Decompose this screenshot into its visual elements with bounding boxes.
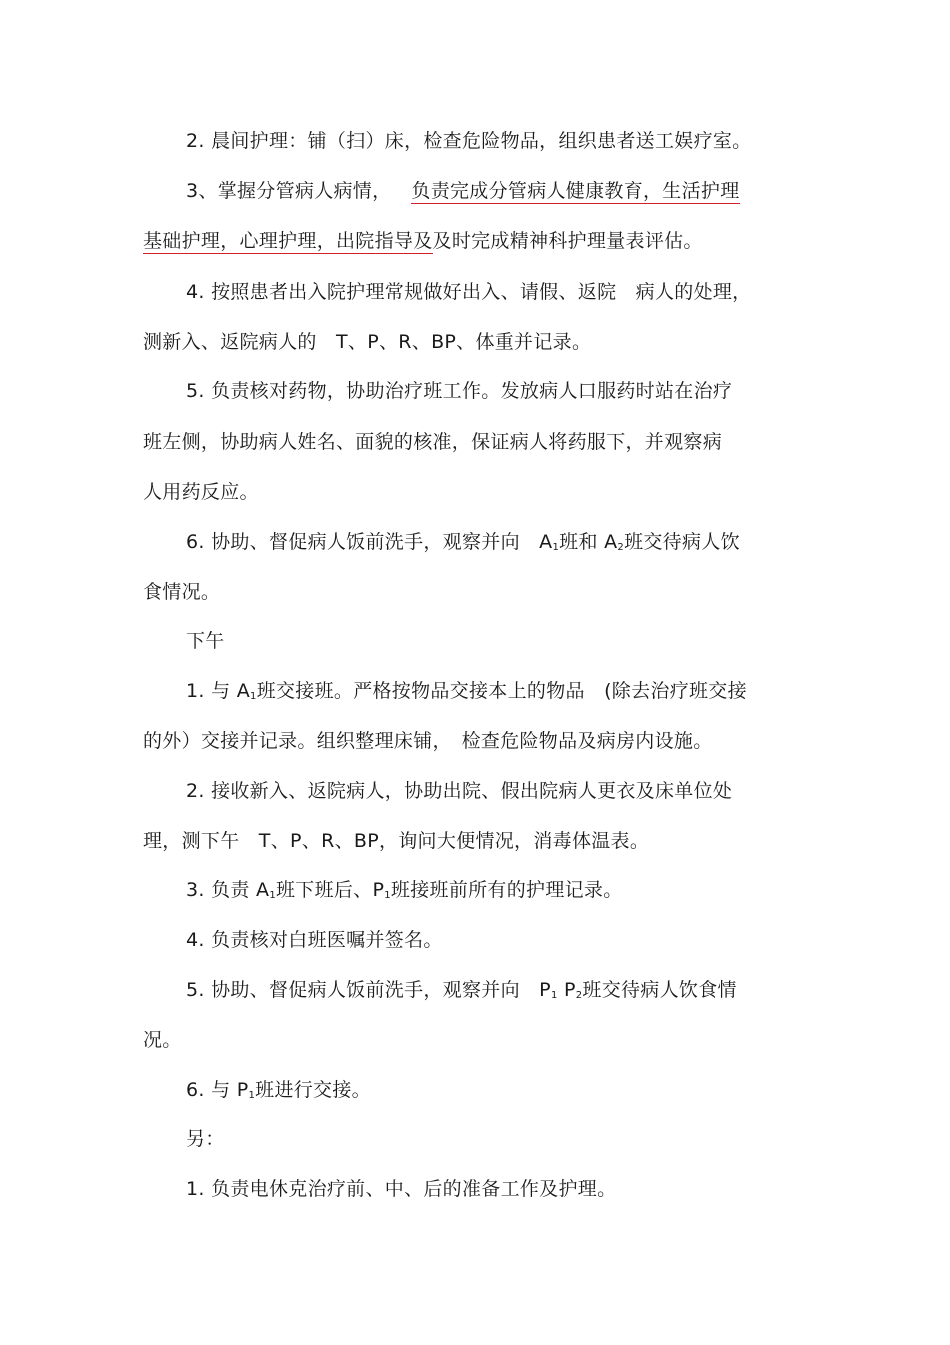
paragraph-handwash-afternoon: 5. 协助、督促病人饭前洗手，观察并向 $P_1$ $P_2$班交待病人饮食情 <box>186 979 737 1001</box>
paragraph-doctor-orders: 4. 负责核对白班医嘱并签名。 <box>186 929 443 951</box>
paragraph-admission-cont: 测新入、返院病人的 T、P、R、BP、体重并记录。 <box>143 331 592 353</box>
paragraph-patient-condition-cont: 基础护理，心理护理，出院指导及及时完成精神科护理量表评估。 <box>143 230 703 252</box>
paragraph-morning-care: 2. 晨间护理：铺（扫）床，检查危险物品，组织患者送工娱疗室。 <box>186 130 752 152</box>
underlined-text: 基础护理，心理护理，出院指导及 <box>143 230 433 252</box>
paragraph-patient-condition: 3、掌握分管病人病情， 负责完成分管病人健康教育，生活护理 <box>186 180 740 202</box>
paragraph-receive-patients-cont: 理，测下午 T、P、R、BP，询问大便情况，消毒体温表。 <box>143 830 650 852</box>
section-heading-additional: 另： <box>186 1128 225 1150</box>
paragraph-handover-cont: 的外）交接并记录。组织整理床铺， 检查危险物品及病房内设施。 <box>143 730 713 752</box>
paragraph-handover: 1. 与 $A_1$班交接班。严格按物品交接本上的物品 (除去治疗班交接 <box>186 680 747 702</box>
section-heading-afternoon: 下午 <box>186 630 225 652</box>
paragraph-handwash: 6. 协助、督促病人饭前洗手，观察并向 $A_1$班和 $A_2$班交待病人饮 <box>186 531 740 553</box>
paragraph-medication-cont: 班左侧，协助病人姓名、面貌的核准，保证病人将药服下，并观察病 <box>143 431 723 453</box>
paragraph-ect: 1. 负责电休克治疗前、中、后的准备工作及护理。 <box>186 1178 617 1200</box>
paragraph-handwash-cont: 食情况。 <box>143 581 221 603</box>
paragraph-handwash-afternoon-cont: 况。 <box>143 1029 182 1051</box>
underlined-text: 负责完成分管病人健康教育，生活护理 <box>411 180 740 202</box>
paragraph-records: 3. 负责 $A_1$班下班后、$P_1$班接班前所有的护理记录。 <box>186 879 623 901</box>
paragraph-receive-patients: 2. 接收新入、返院病人，协助出院、假出院病人更衣及床单位处 <box>186 780 733 802</box>
paragraph-admission: 4. 按照患者出入院护理常规做好出入、请假、返院 病人的处理， <box>186 281 752 303</box>
paragraph-p1-handover: 6. 与 $P_1$班进行交接。 <box>186 1079 371 1101</box>
paragraph-medication-end: 人用药反应。 <box>143 481 259 503</box>
paragraph-medication: 5. 负责核对药物，协助治疗班工作。发放病人口服药时站在治疗 <box>186 380 733 402</box>
